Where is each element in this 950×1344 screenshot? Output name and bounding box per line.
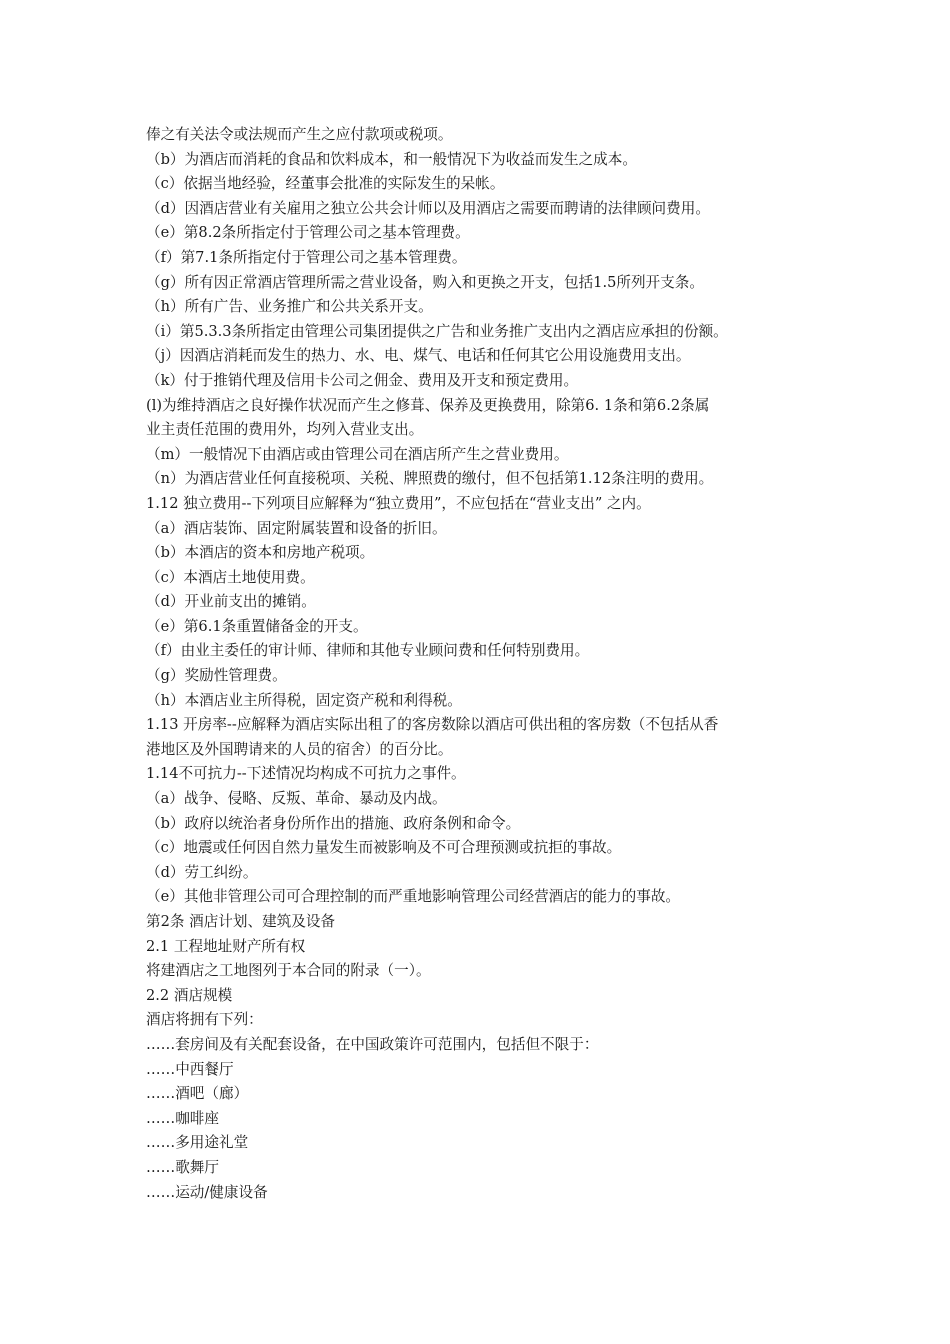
text-line: （c）依据当地经验，经董事会批准的实际发生的呆帐。	[146, 175, 505, 193]
list-item: ……中西餐厅	[146, 1060, 234, 1078]
text-line: （i）第5.3.3条所指定由管理公司集团提供之广告和业务推广支出内之酒店应承担的份额。	[146, 322, 728, 340]
list-item: ……歌舞厅	[146, 1158, 219, 1176]
text-line: （b）为酒店而消耗的食品和饮料成本，和一般情况下为收益而发生之成本。	[146, 150, 637, 168]
text-line: （h）所有广告、业务推广和公共关系开支。	[146, 298, 433, 316]
list-item: ……咖啡座	[146, 1109, 219, 1127]
section-heading: 1.12 独立费用--下列项目应解释为“独立费用”，不应包括在“营业支出” 之内。	[146, 494, 651, 512]
text-line: （e）第8.2条所指定付于管理公司之基本管理费。	[146, 224, 470, 242]
text-line: （d）开业前支出的摊销。	[146, 593, 316, 611]
list-item: ……运动/健康设备	[146, 1183, 268, 1201]
text-line: （h）本酒店业主所得税，固定资产税和利得税。	[146, 691, 462, 709]
text-line: 港地区及外国聘请来的人员的宿舍）的百分比。	[146, 740, 453, 758]
section-heading: 2.1 工程地址财产所有权	[146, 937, 306, 955]
text-line: （m）一般情况下由酒店或由管理公司在酒店所产生之营业费用。	[146, 445, 569, 463]
text-line: （d）因酒店营业有关雇用之独立公共会计师以及用酒店之需要而聘请的法律顾问费用。	[146, 199, 710, 217]
text-line: 酒店将拥有下列：	[146, 1011, 263, 1029]
list-item: ……多用途礼堂	[146, 1134, 249, 1152]
text-line: (l)为维持酒店之良好操作状况而产生之修葺、保养及更换费用，除第6. 1条和第6.2条属	[146, 396, 710, 414]
text-line: （a）战争、侵略、反叛、革命、暴动及内战。	[146, 790, 447, 808]
text-line: （g）奖励性管理费。	[146, 667, 287, 685]
document-body	[146, 123, 816, 1205]
text-line: 将建酒店之工地图列于本合同的附录（一）。	[146, 962, 431, 980]
text-line: （g）所有因正常酒店管理所需之营业设备，购入和更换之开支，包括1.5所列开支条。	[146, 273, 704, 291]
text-line: 业主责任范围的费用外，均列入营业支出。	[146, 421, 424, 439]
text-line: （c）地震或任何因自然力量发生而被影响及不可合理预测或抗拒的事故。	[146, 839, 622, 857]
text-line: （f）由业主委任的审计师、律师和其他专业顾问费和任何特别费用。	[146, 642, 590, 660]
text-line: （d）劳工纠纷。	[146, 863, 258, 881]
text-line: （b）本酒店的资本和房地产税项。	[146, 544, 375, 562]
text-line: 俸之有关法令或法规而产生之应付款项或税项。	[146, 126, 453, 143]
section-heading: 2.2 酒店规模	[146, 986, 233, 1004]
text-line: （j）因酒店消耗而发生的热力、水、电、煤气、电话和任何其它公用设施费用支出。	[146, 347, 691, 365]
text-line: （f）第7.1条所指定付于管理公司之基本管理费。	[146, 248, 467, 266]
text-line: （e）第6.1条重置储备金的开支。	[146, 617, 368, 635]
list-item: ……套房间及有关配套设备，在中国政策许可范围内，包括但不限于：	[146, 1035, 599, 1053]
section-heading: 1.13 开房率--应解释为酒店实际出租了的客房数除以酒店可供出租的客房数（不包括从香	[146, 716, 719, 734]
text-line: （n）为酒店营业任何直接税项、关税、牌照费的缴付，但不包括第1.12条注明的费用。	[146, 470, 714, 488]
text-line: （k）付于推销代理及信用卡公司之佣金、费用及开支和预定费用。	[146, 371, 579, 389]
section-heading: 1.14不可抗力--下述情况均构成不可抗力之事件。	[146, 765, 466, 783]
article-heading: 第2条 酒店计划、建筑及设备	[146, 913, 336, 930]
text-line: （e）其他非管理公司可合理控制的而严重地影响管理公司经营酒店的能力的事故。	[146, 888, 681, 906]
text-line: （b）政府以统治者身份所作出的措施、政府条例和命令。	[146, 814, 521, 832]
text-line: （c）本酒店土地使用费。	[146, 568, 315, 586]
list-item: ……酒吧（廊）	[146, 1085, 249, 1103]
text-line: （a）酒店装饰、固定附属装置和设备的折旧。	[146, 519, 447, 537]
